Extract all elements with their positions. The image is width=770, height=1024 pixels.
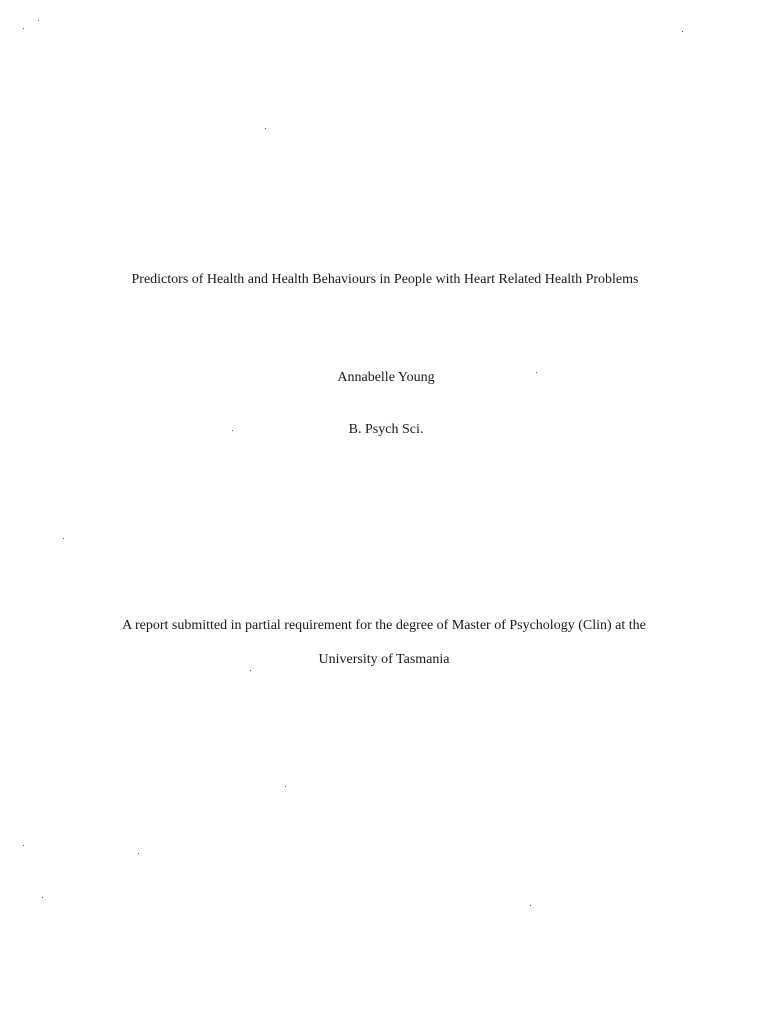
scan-speck bbox=[250, 670, 251, 671]
scan-speck bbox=[23, 845, 24, 846]
scan-speck bbox=[138, 853, 139, 854]
submission-statement-line-1: A report submitted in partial requirement for the degree of Master of Psychology (Clin) at the bbox=[122, 618, 646, 633]
author-credentials: B. Psych Sci. bbox=[348, 422, 424, 437]
scan-speck bbox=[285, 786, 286, 787]
author-name: Annabelle Young bbox=[337, 370, 435, 385]
scan-speck bbox=[63, 538, 64, 539]
scan-speck bbox=[232, 430, 233, 431]
submission-statement-line-2: University of Tasmania bbox=[318, 652, 450, 667]
scan-speck bbox=[42, 897, 43, 898]
scan-speck bbox=[682, 31, 683, 32]
scan-speck bbox=[530, 905, 531, 906]
scan-speck bbox=[38, 20, 39, 21]
thesis-title: Predictors of Health and Health Behaviours in People with Heart Related Health Problems bbox=[131, 272, 639, 287]
scan-speck bbox=[536, 372, 537, 373]
scan-speck bbox=[23, 28, 24, 29]
scan-speck bbox=[265, 128, 266, 129]
